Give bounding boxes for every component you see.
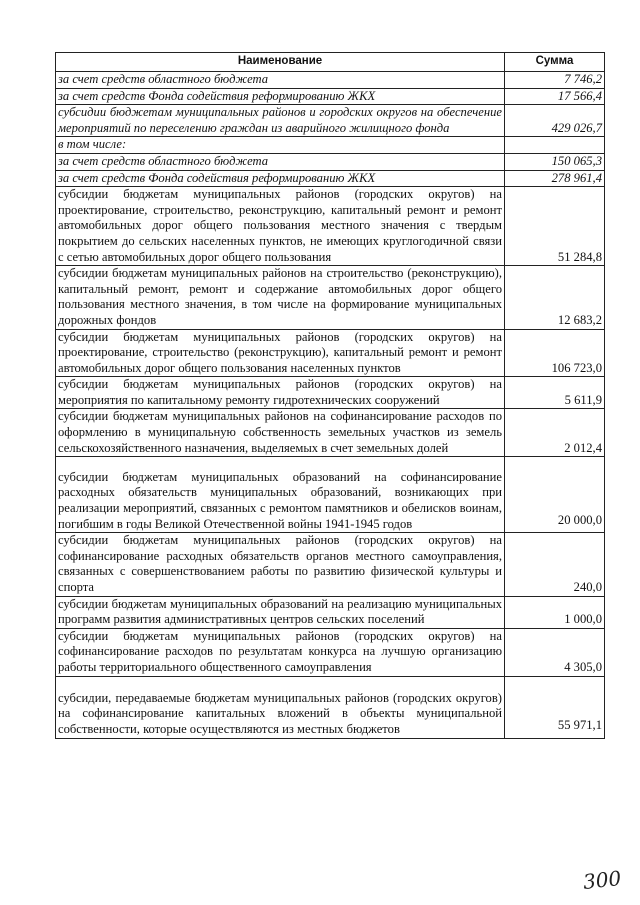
row-name: субсидии бюджетам муниципальных районов (городских округов) на мероприятия по капитальному ремонту гидротехнических сооружений xyxy=(56,377,505,409)
row-name: субсидии бюджетам муниципальных районов (городских округов) на софинансирование расходных обязательств органов местного самоуправления, связанных с совершенствованием работы по развитию физической культуры и спорта xyxy=(56,533,505,596)
row-name: субсидии бюджетам муниципальных районов (городских округов) на софинансирование расходов по результатам конкурса на лучшую организацию работы территориального общественного самоуправления xyxy=(56,628,505,676)
table-row xyxy=(56,409,605,457)
table-row xyxy=(56,266,605,329)
row-amount: 51 284,8 xyxy=(505,187,605,266)
table-row xyxy=(56,457,605,533)
row-name: за счет средств областного бюджета xyxy=(56,153,505,170)
row-name: субсидии бюджетам муниципальных районов и городских округов на обеспечение мероприятий по переселению граждан из аварийного жилищного фонда xyxy=(56,105,505,137)
row-name: субсидии бюджетам муниципальных образований на реализацию муниципальных программ развития административных центров сельских поселений xyxy=(56,596,505,628)
row-amount: 5 611,9 xyxy=(505,377,605,409)
table-row xyxy=(56,533,605,596)
row-amount xyxy=(505,137,605,154)
table-row xyxy=(56,628,605,676)
row-name: субсидии бюджетам муниципальных районов (городских округов) на проектирование, строительство (реконструкцию), капитальный ремонт и ремонт автомобильных дорог общего пользования населенных пунктов xyxy=(56,329,505,377)
table-row xyxy=(56,377,605,409)
row-amount: 106 723,0 xyxy=(505,329,605,377)
row-amount: 20 000,0 xyxy=(505,457,605,533)
column-header-name: Наименование xyxy=(56,53,505,72)
column-header-amount: Сумма xyxy=(505,53,605,72)
table-row xyxy=(56,329,605,377)
row-amount: 278 961,4 xyxy=(505,170,605,187)
table-row xyxy=(56,88,605,105)
table-row xyxy=(56,187,605,266)
row-amount: 240,0 xyxy=(505,533,605,596)
row-name: субсидии бюджетам муниципальных районов на строительство (реконструкцию), капитальный ремонт, ремонт и содержание автомобильных дорог общего пользования местного значения, в том числе на формирование муниципальных дорожных фондов xyxy=(56,266,505,329)
budget-table xyxy=(55,52,605,739)
row-name: за счет средств Фонда содействия реформированию ЖКХ xyxy=(56,88,505,105)
table-row xyxy=(56,596,605,628)
table-row xyxy=(56,170,605,187)
row-name: субсидии бюджетам муниципальных районов (городских округов) на проектирование, строительство, реконструкцию, капитальный ремонт и ремонт автомобильных дорог общего пользования местного значения с твердым покрытием до сельских населенных пунктов, не имеющих круглогодичной связи с сетью автомобильных дорог общего пользования xyxy=(56,187,505,266)
table-row xyxy=(56,137,605,154)
row-amount: 150 065,3 xyxy=(505,153,605,170)
table-header-row xyxy=(56,53,605,72)
table-body xyxy=(56,72,605,739)
row-amount: 55 971,1 xyxy=(505,676,605,738)
row-amount: 12 683,2 xyxy=(505,266,605,329)
table-row xyxy=(56,676,605,738)
row-name: субсидии, передаваемые бюджетам муниципальных районов (городских округов) на софинансирование капитальных вложений в объекты муниципальной собственности, которые осуществляются из местных бюджетов xyxy=(56,676,505,738)
row-amount: 4 305,0 xyxy=(505,628,605,676)
row-name: субсидии бюджетам муниципальных районов на софинансирование расходов по оформлению в муниципальную собственность земельных участков из земель сельскохозяйственного назначения, выделяемых в счет земельных долей xyxy=(56,409,505,457)
table-row xyxy=(56,72,605,89)
row-name: за счет средств Фонда содействия реформированию ЖКХ xyxy=(56,170,505,187)
row-amount: 17 566,4 xyxy=(505,88,605,105)
row-name: в том числе: xyxy=(56,137,505,154)
row-name: за счет средств областного бюджета xyxy=(56,72,505,89)
row-amount: 7 746,2 xyxy=(505,72,605,89)
row-amount: 1 000,0 xyxy=(505,596,605,628)
row-amount: 2 012,4 xyxy=(505,409,605,457)
row-name: субсидии бюджетам муниципальных образований на софинансирование расходных обязательств муниципальных образований, возникающих при реализации мероприятий, связанных с ремонтом памятников и обелисков воинам, погибшим в годы Великой Отечественной войны 1941-1945 годов xyxy=(56,457,505,533)
page-number: 300 xyxy=(581,866,623,894)
row-amount: 429 026,7 xyxy=(505,105,605,137)
table-row xyxy=(56,153,605,170)
table-row xyxy=(56,105,605,137)
